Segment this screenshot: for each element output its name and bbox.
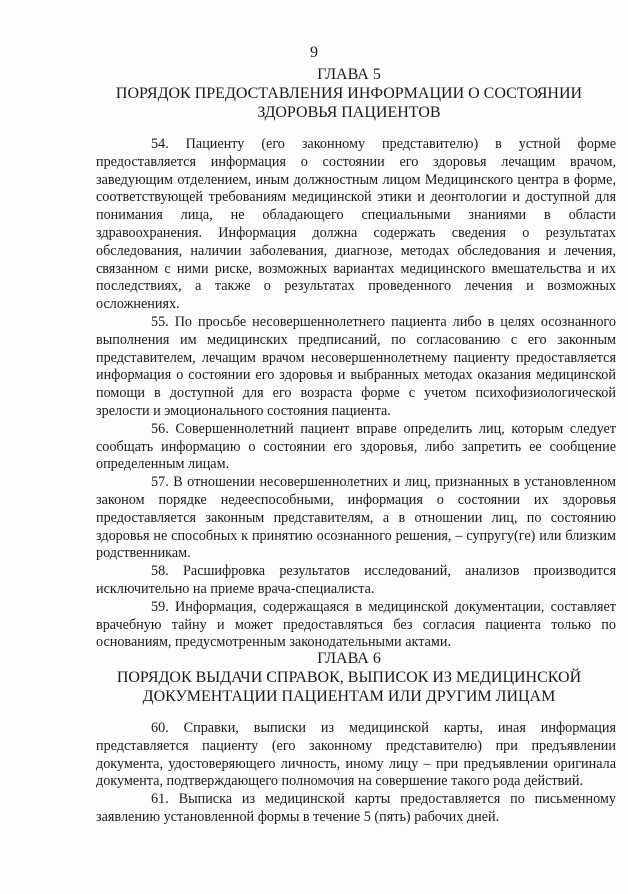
chapter-6-label: ГЛАВА 6 <box>317 650 381 667</box>
chapter-5-title-line-1: ПОРЯДОК ПРЕДОСТАВЛЕНИЯ ИНФОРМАЦИИ О СОСТОЯНИИ <box>115 85 583 102</box>
paragraph-58: 58. Расшифровка результатов исследований, анализов производится исключительно на приеме врача-специалиста. <box>96 563 616 597</box>
paragraph-54: 54. Пациенту (его законному представителю) в устной форме предоставляется информация о состоянии его здоровья лечащим врачом, заведующим отделением, иным должностным лицом Медицинского центра в форме, соответствующей требованиям медицинской этики и деонтологии и доступной для понимания лица, не обладающего специальными знаниями в области здравоохранения. Информация должна содержать сведения о результатах обследования, наличии заболевания, диагнозе, методах обследования и лечения, связанном с ними риске, возможных вариантах медицинского вмешательства и их последствиях, а также о результатах проведенного лечения и возможных осложнениях. <box>96 136 616 313</box>
paragraph-55: 55. По просьбе несовершеннолетнего пациента либо в целях осознанного выполнения им медицинских предписаний, по согласованию с его законным представителем, лечащим врачом несовершеннолетнему пациенту предоставляется информация о состоянии его здоровья и выбранных методах оказания медицинской помощи в доступной для его возраста форме с учетом психофизиологической зрелости и эмоционального состояния пациента. <box>96 313 616 419</box>
chapter-6-heading <box>110 649 588 706</box>
chapter-5-heading <box>110 65 588 122</box>
chapter-6-title-line-2: ДОКУМЕНТАЦИИ ПАЦИЕНТАМ ИЛИ ДРУГИМ ЛИЦАМ <box>142 688 556 705</box>
paragraph-60: 60. Справки, выписки из медицинской карты, иная информация представляется пациенту (его законному представителю) при предъявлении документа, удостоверяющего личность, иному лицу – при предъявлении оригинала документа, подтверждающего полномочия на совершение такого рода действий. <box>96 720 616 790</box>
chapter-5-body <box>96 136 616 652</box>
paragraph-56: 56. Совершеннолетний пациент вправе определить лиц, которым следует сообщать информацию о состоянии его здоровья, либо запретить ее сообщение определенным лицам. <box>96 420 616 473</box>
page-number: 9 <box>310 44 318 61</box>
paragraph-59: 59. Информация, содержащаяся в медицинской документации, составляет врачебную тайну и может предоставляться без согласия пациента только по основаниям, предусмотренным законодательными актами. <box>96 598 616 651</box>
chapter-6-body <box>96 720 616 827</box>
chapter-6-title-line-1: ПОРЯДОК ВЫДАЧИ СПРАВОК, ВЫПИСОК ИЗ МЕДИЦИНСКОЙ <box>116 669 582 686</box>
chapter-5-label: ГЛАВА 5 <box>317 66 381 83</box>
paragraph-61: 61. Выписка из медицинской карты предоставляется по письменному заявлению установленной формы в течение 5 (пять) рабочих дней. <box>96 791 616 825</box>
paragraph-57: 57. В отношении несовершеннолетних и лиц, признанных в установленном законом порядке недееспособными, информация о состоянии их здоровья предоставляется законным представителям, а в отношении лиц, по состоянию здоровья не способных к принятию осознанного решения, – супругу(ге) или близким родственникам. <box>96 474 616 562</box>
chapter-5-title-line-2: ЗДОРОВЬЯ ПАЦИЕНТОВ <box>257 104 441 121</box>
